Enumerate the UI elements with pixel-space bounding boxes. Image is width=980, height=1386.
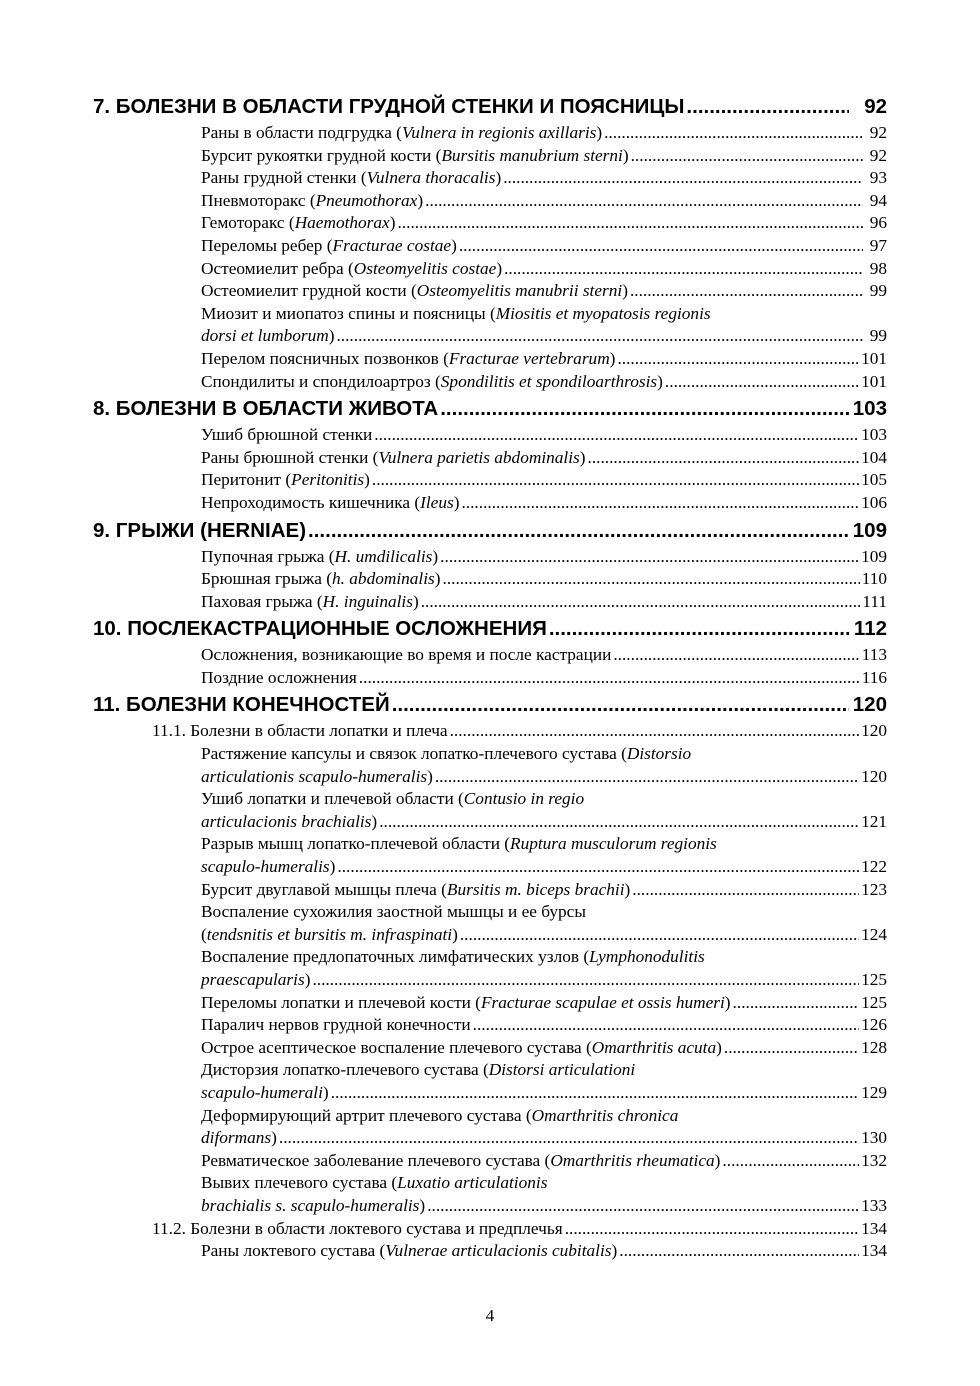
- toc-page-number: 130: [861, 1128, 887, 1148]
- toc-section: [93, 1218, 887, 1241]
- dot-leader: [397, 212, 863, 235]
- toc-page-number: 124: [861, 924, 887, 944]
- toc-page-number: 97: [869, 235, 887, 255]
- toc-entry: [93, 424, 887, 447]
- toc-page-number: 121: [861, 811, 887, 831]
- toc-entry: [93, 1037, 887, 1060]
- toc-page-number: 134: [861, 1241, 887, 1261]
- toc-entry-title: Раны брюшной стенки (Vulnera parietis abdominalis): [201, 447, 586, 467]
- toc-page-number: 126: [861, 1015, 887, 1035]
- toc-entry-title: 11.2. Болезни в области локтевого сустава и предплечья: [152, 1218, 563, 1238]
- toc-page-number: 104: [861, 447, 887, 467]
- toc-entry: [93, 348, 887, 371]
- toc-entry-title: (tendsnitis et bursitis m. infraspinati): [201, 924, 458, 944]
- chapter-title: 8. БОЛЕЗНИ В ОБЛАСТИ ЖИВОТА: [93, 397, 439, 421]
- toc-page-number: 106: [861, 492, 887, 512]
- toc-entry: [93, 1150, 887, 1173]
- toc-entry-line: Воспаление предлопаточных лимфатических узлов (Lymphonodulitis: [201, 947, 705, 967]
- toc-entry: [93, 969, 887, 992]
- dot-leader: [473, 1014, 859, 1037]
- toc-entry: [93, 1127, 887, 1150]
- toc-entry-title: Острое асептическое воспаление плечевого сустава (Omarthritis acuta): [201, 1037, 722, 1057]
- toc-page-number: 134: [861, 1218, 887, 1238]
- dot-leader: [604, 122, 863, 145]
- toc-page-number: 133: [861, 1195, 887, 1215]
- dot-leader: [461, 492, 859, 515]
- toc-entry-title: Пупочная грыжа (H. umdilicalis): [201, 546, 439, 566]
- toc-entry-line: Растяжение капсулы и связок лопатко-плечевого сустава (Distorsio: [201, 744, 692, 764]
- toc-entry-title: 11.1. Болезни в области лопатки и плеча: [152, 721, 448, 741]
- toc-entry-title: diformans): [201, 1128, 277, 1148]
- toc-entry-line: Дисторзия лопатко-плечевого сустава (Distorsi articulationi: [201, 1060, 636, 1080]
- toc-entry-title: Брюшная грыжа (h. abdominalis): [201, 569, 441, 589]
- chapter-page-number: 120: [852, 693, 887, 717]
- dot-leader: [588, 447, 860, 470]
- toc-entry: [93, 145, 887, 168]
- dot-leader: [503, 167, 863, 190]
- toc-entry-title: Паралич нервов грудной конечности: [201, 1015, 471, 1035]
- dot-leader: [392, 689, 849, 720]
- toc-page-number: 125: [861, 970, 887, 989]
- toc-entry-title: articulacionis brachialis): [201, 811, 378, 831]
- toc-entry: [93, 280, 887, 303]
- toc-page-number: 105: [861, 470, 887, 490]
- toc-entry-title: Раны в области подгрудка (Vulnera in regionis axillaris): [201, 123, 603, 142]
- toc-entry-title: Ушиб брюшной стенки: [201, 425, 373, 445]
- dot-leader: [504, 258, 863, 281]
- toc-entry-line: Миозит и миопатоз спины и поясницы (Miositis et myopatosis regionis: [201, 303, 711, 323]
- toc-entry: [93, 856, 887, 879]
- dot-leader: [435, 766, 859, 789]
- dot-leader: [630, 280, 863, 303]
- toc-entry-title: Ревматическое заболевание плечевого сустава (Omarthritis rheumatica): [201, 1150, 721, 1170]
- chapter-page-number: 103: [852, 397, 887, 421]
- toc-entry: [93, 992, 887, 1015]
- dot-leader: [722, 1150, 859, 1173]
- dot-leader: [632, 879, 859, 902]
- toc-entry: [93, 568, 887, 591]
- toc-entry-line: Деформирующий артрит плечевого сустава (Omarthritis chronica: [201, 1105, 679, 1125]
- dot-leader: [336, 325, 863, 348]
- dot-leader: [619, 1240, 859, 1263]
- toc-entry-title: brachialis s. scapulo-humeralis): [201, 1195, 426, 1215]
- dot-leader: [331, 1082, 859, 1105]
- toc-entry: [93, 811, 887, 834]
- dot-leader: [613, 644, 859, 667]
- toc-entry: [93, 766, 887, 789]
- toc-page-number: 109: [861, 546, 887, 566]
- page-number: 4: [485, 1306, 495, 1325]
- toc-entry-title: Непроходимость кишечника (Ileus): [201, 492, 460, 512]
- chapter-heading: [93, 92, 887, 122]
- toc-entry: [93, 924, 887, 947]
- toc-entry: [93, 1082, 887, 1105]
- toc-section: [93, 720, 887, 743]
- toc-entry: [93, 1195, 887, 1218]
- chapter-page-number: 92: [864, 95, 887, 118]
- dot-leader: [665, 371, 859, 394]
- toc-entry: [93, 325, 887, 348]
- toc-page-number: 99: [869, 326, 887, 346]
- toc-entry-title: Переломы ребер (Fracturae costae): [201, 235, 457, 255]
- toc-entry: [93, 212, 887, 235]
- toc-entry-title: praescapularis): [201, 970, 311, 989]
- chapter-page-number: 112: [853, 617, 887, 641]
- toc-entry-title: scapulo-humerali): [201, 1082, 329, 1102]
- dot-leader: [440, 546, 859, 569]
- table-of-contents: [93, 92, 887, 1263]
- toc-entry-title: Остеомиелит грудной кости (Osteomyelitis manubrii sterni): [201, 281, 628, 301]
- dot-leader: [724, 1037, 859, 1060]
- dot-leader: [421, 591, 861, 614]
- toc-page-number: 125: [861, 992, 887, 1012]
- toc-entry-title: Переломы лопатки и плечевой кости (Fracturae scapulae et ossis humeri): [201, 992, 731, 1012]
- toc-entry-line: Ушиб лопатки и плечевой области (Contusio in regio: [201, 789, 585, 809]
- toc-entry: [93, 591, 887, 614]
- dot-leader: [427, 1195, 859, 1218]
- dot-leader: [565, 1218, 859, 1241]
- toc-entry-title: Паховая грыжа (H. inguinalis): [201, 591, 419, 611]
- toc-page-number: 98: [869, 258, 887, 278]
- dot-leader: [312, 969, 859, 992]
- toc-page-number: 132: [861, 1150, 887, 1170]
- toc-entry: [93, 167, 887, 190]
- chapter-heading: [93, 393, 887, 424]
- toc-page-number: 94: [869, 190, 887, 210]
- toc-page-number: 110: [861, 569, 887, 589]
- toc-entry: [93, 235, 887, 258]
- toc-entry: [93, 492, 887, 515]
- toc-entry-title: dorsi et lumborum): [201, 326, 335, 346]
- toc-page-number: 93: [869, 168, 887, 188]
- toc-entry: [93, 667, 887, 690]
- toc-entry-title: Бурсит рукоятки грудной кости (Bursitis manubrium sterni): [201, 145, 629, 165]
- dot-leader: [379, 811, 859, 834]
- toc-page-number: 92: [869, 123, 887, 142]
- toc-entry-title: Бурсит двуглавой мышцы плеча (Bursitis m. biceps brachii): [201, 879, 631, 899]
- toc-entry: [93, 371, 887, 394]
- dot-leader: [631, 145, 863, 168]
- toc-entry-line: Воспаление сухожилия заостной мышцы и ее бурсы: [201, 902, 586, 922]
- toc-page-number: 99: [869, 281, 887, 301]
- toc-page-number: 103: [861, 425, 887, 445]
- toc-page-number: 113: [861, 645, 887, 665]
- toc-entry: [93, 1014, 887, 1037]
- toc-entry-title: Раны локтевого сустава (Vulnerae articulacionis cubitalis): [201, 1241, 618, 1261]
- toc-entry-title: Перелом поясничных позвонков (Fracturae vertebrarum): [201, 348, 616, 368]
- toc-page-number: 129: [861, 1082, 887, 1102]
- chapter-heading: [93, 689, 887, 720]
- toc-entry-title: Гемоторакс (Haemothorax): [201, 213, 396, 233]
- dot-leader: [440, 393, 849, 424]
- toc-entry-title: Осложнения, возникающие во время и после кастрации: [201, 645, 612, 665]
- chapter-title: 10. ПОСЛЕКАСТРАЦИОННЫЕ ОСЛОЖНЕНИЯ: [93, 617, 547, 641]
- dot-leader: [443, 568, 860, 591]
- toc-entry: [93, 546, 887, 569]
- toc-page-number: 92: [869, 145, 887, 165]
- toc-entry-title: Остеомиелит ребра (Osteomyelitis costae): [201, 258, 503, 278]
- toc-page-number: 101: [861, 348, 887, 368]
- dot-leader: [374, 424, 859, 447]
- dot-leader: [279, 1127, 859, 1150]
- toc-entry-title: Спондилиты и спондилоартроз (Spondilitis et spondiloarthrosis): [201, 371, 663, 391]
- chapter-title: 9. ГРЫЖИ (HERNIAE): [93, 518, 307, 542]
- toc-entry: [93, 879, 887, 902]
- toc-entry: [93, 447, 887, 470]
- dot-leader: [617, 348, 859, 371]
- toc-entry-title: Перитонит (Peritonitis): [201, 470, 370, 490]
- toc-page-number: 122: [861, 857, 887, 877]
- toc-entry-title: Раны грудной стенки (Vulnera thoracalis): [201, 168, 502, 188]
- toc-entry-line: Разрыв мышц лопатко-плечевой области (Ruptura musculorum regionis: [201, 834, 717, 854]
- chapter-heading: [93, 515, 887, 546]
- dot-leader: [460, 924, 859, 947]
- dot-leader: [549, 613, 849, 644]
- dot-leader: [459, 235, 863, 258]
- toc-page-number: 120: [861, 721, 887, 741]
- toc-page-number: 120: [861, 766, 887, 786]
- toc-entry-title: articulationis scapulo-humeralis): [201, 766, 433, 786]
- toc-entry-title: scapulo-humeralis): [201, 857, 336, 877]
- chapter-heading: [93, 613, 887, 644]
- toc-page-number: 111: [862, 591, 887, 611]
- toc-entry: [93, 190, 887, 213]
- chapter-title: 7. БОЛЕЗНИ В ОБЛАСТИ ГРУДНОЙ СТЕНКИ И ПОЯСНИЦЫ: [93, 95, 685, 118]
- toc-entry-line: Вывих плечевого сустава (Luxatio articulationis: [201, 1173, 548, 1193]
- toc-page-number: 96: [869, 213, 887, 233]
- toc-entry: [93, 1240, 887, 1263]
- dot-leader: [359, 667, 860, 690]
- toc-entry-title: Поздние осложнения: [201, 667, 357, 687]
- dot-leader: [686, 92, 849, 122]
- toc-entry: [93, 469, 887, 492]
- toc-page-number: 128: [861, 1037, 887, 1057]
- toc-entry-title: Пневмоторакс (Pneumothorax): [201, 190, 424, 210]
- toc-page-number: 101: [861, 371, 887, 391]
- dot-leader: [733, 992, 860, 1015]
- toc-entry: [93, 644, 887, 667]
- dot-leader: [337, 856, 859, 879]
- dot-leader: [425, 190, 863, 213]
- toc-page-number: 116: [861, 667, 887, 687]
- toc-entry: [93, 258, 887, 281]
- chapter-page-number: 109: [852, 518, 887, 542]
- dot-leader: [308, 515, 849, 546]
- dot-leader: [450, 720, 859, 743]
- toc-page-number: 123: [861, 879, 887, 899]
- toc-entry: [93, 122, 887, 145]
- dot-leader: [372, 469, 859, 492]
- chapter-title: 11. БОЛЕЗНИ КОНЕЧНОСТЕЙ: [93, 693, 390, 717]
